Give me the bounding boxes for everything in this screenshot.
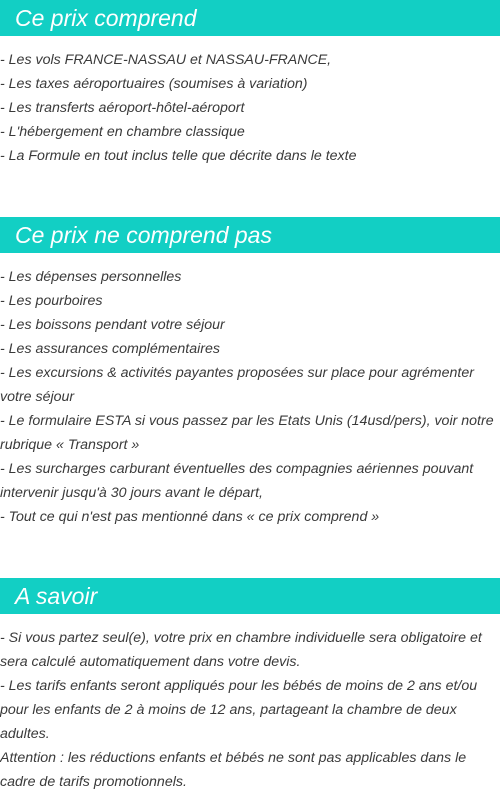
list-item: - Les boissons pendant votre séjour [0, 317, 225, 333]
section-title-included: Ce prix comprend [15, 5, 197, 31]
list-item: - La Formule en tout inclus telle que décrite dans le texte [0, 148, 357, 164]
list-item: - Les transferts aéroport-hôtel-aéroport [0, 100, 245, 116]
section-title-good-to-know: A savoir [15, 583, 98, 609]
list-item: - L'hébergement en chambre classique [0, 124, 245, 140]
section-title-not-included: Ce prix ne comprend pas [15, 222, 272, 248]
list-item: - Les dépenses personnelles [0, 269, 182, 285]
list-item: - Les surcharges carburant éventuelles des compagnies aériennes pouvant intervenir jusqu'à 30 jours avant le départ, [0, 461, 474, 501]
list-item: - Les vols FRANCE-NASSAU et NASSAU-FRANCE, [0, 52, 332, 68]
section-header-good-to-know [0, 578, 500, 614]
list-item: - Les pourboires [0, 293, 103, 309]
list-item: - Tout ce qui n'est pas mentionné dans « ce prix comprend » [0, 509, 380, 525]
list-item: - Les excursions & activités payantes proposées sur place pour agrémenter votre séjour [0, 365, 474, 405]
included-list [0, 48, 498, 168]
section-header-included [0, 0, 500, 36]
not-included-list [0, 265, 498, 529]
list-item: - Les taxes aéroportuaires (soumises à variation) [0, 76, 308, 92]
section-header-not-included [0, 217, 500, 253]
list-item: - Les tarifs enfants seront appliqués pour les bébés de moins de 2 ans et/ou pour les enfants de 2 à moins de 12 ans, partageant la chambre de deux adultes. [0, 678, 478, 742]
list-item: - Les assurances complémentaires [0, 341, 221, 357]
list-item: Attention : les réductions enfants et bébés ne sont pas applicables dans le cadre de tarifs promotionnels. [0, 750, 467, 790]
list-item: - Si vous partez seul(e), votre prix en chambre individuelle sera obligatoire et sera calculé automatiquement dans votre devis. [0, 630, 482, 670]
list-item: - Le formulaire ESTA si vous passez par les Etats Unis (14usd/pers), voir notre rubrique « Transport » [0, 413, 494, 453]
